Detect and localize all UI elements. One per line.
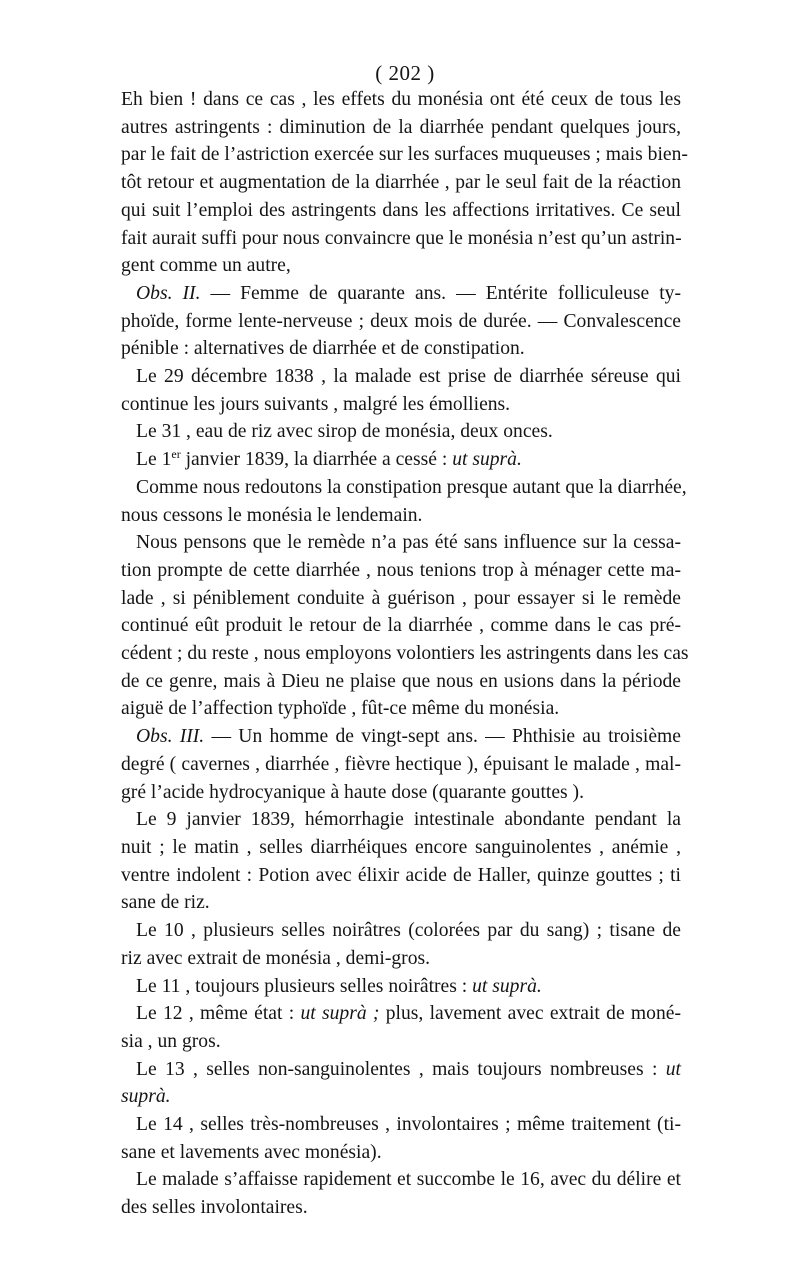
text-line — [121, 225, 681, 253]
text-line — [121, 86, 681, 114]
text-segment: autres astringents : diminution de la diarrhée pendant quelques jours, — [121, 116, 681, 138]
text-line — [121, 169, 681, 197]
text-line — [121, 668, 681, 696]
text-segment: gent comme un autre, — [121, 255, 291, 277]
text-segment: Comme nous redoutons la constipation presque autant que la diarrhée, — [136, 476, 687, 498]
text-segment: sane de riz. — [121, 892, 210, 914]
text-line — [121, 1056, 681, 1084]
text-segment: lade , si péniblement conduite à guérison , pour essayer si le remède — [121, 587, 681, 609]
text-line — [121, 308, 681, 336]
text-segment: Le 12 , même état : — [136, 1003, 301, 1025]
text-line — [121, 612, 681, 640]
italic-text: ut — [665, 1058, 681, 1080]
text-segment: pénible : alternatives de diarrhée et de constipation. — [121, 338, 525, 360]
text-line — [121, 1111, 681, 1139]
text-line — [121, 252, 681, 280]
text-segment: Le 13 , selles non-sanguinolentes , mais toujours nombreuses : — [136, 1058, 666, 1080]
italic-text: ut suprà. — [472, 975, 542, 997]
text-segment: tion prompte de cette diarrhée , nous tenions trop à ménager cette ma- — [121, 559, 681, 581]
text-line — [121, 640, 689, 668]
text-segment: de ce genre, mais à Dieu ne plaise que nous en usions dans la période — [121, 670, 681, 692]
text-segment: cédent ; du reste , nous employons volontiers les astringents dans les cas — [121, 643, 689, 665]
text-line — [121, 114, 681, 142]
text-line — [121, 391, 681, 419]
italic-text: suprà. — [121, 1086, 171, 1108]
text-line — [121, 945, 681, 973]
text-segment: continue les jours suivants , malgré les émolliens. — [121, 393, 511, 415]
superscript: er — [171, 447, 181, 462]
text-segment: Le 9 janvier 1839, hémorrhagie intestinale abondante pendant la — [136, 809, 681, 831]
text-line — [121, 585, 681, 613]
text-segment: Le malade s’affaisse rapidement et succombe le 16, avec du délire et — [136, 1169, 681, 1191]
text-line — [121, 197, 681, 225]
text-line — [121, 779, 681, 807]
text-segment: Le 1 — [136, 449, 172, 471]
text-line — [121, 363, 681, 391]
text-segment: nuit ; le matin , selles diarrhéiques encore sanguinolentes , anémie , — [121, 836, 681, 858]
text-segment: Le 10 , plusieurs selles noirâtres (colorées par du sang) ; tisane de — [136, 920, 681, 942]
text-segment: riz avec extrait de monésia , demi-gros. — [121, 947, 431, 969]
text-segment: — Femme de quarante ans. — Entérite folliculeuse ty- — [200, 282, 681, 304]
text-line — [121, 1194, 681, 1222]
text-line — [121, 1083, 681, 1111]
text-segment: Le 31 , eau de riz avec sirop de monésia, deux onces. — [136, 421, 553, 443]
text-segment: aiguë de l’affection typhoïde , fût-ce même du monésia. — [121, 698, 560, 720]
text-segment: Le 11 , toujours plusieurs selles noirâtres : — [136, 975, 473, 997]
text-line — [121, 889, 681, 917]
text-line — [121, 141, 688, 169]
text-line — [121, 1028, 681, 1056]
text-line — [121, 917, 681, 945]
text-segment: gré l’acide hydrocyanique à haute dose (quarante gouttes ). — [121, 781, 584, 803]
text-line — [121, 335, 681, 363]
text-segment: Eh bien ! dans ce cas , les effets du monésia ont été ceux de tous les — [121, 89, 681, 110]
text-segment: Le 29 décembre 1838 , la malade est prise de diarrhée séreuse qui — [136, 366, 681, 388]
text-line — [121, 862, 681, 890]
text-segment: ventre indolent : Potion avec élixir acide de Haller, quinze gouttes ; ti — [121, 864, 681, 886]
text-segment: plus, lavement avec extrait de moné- — [379, 1003, 681, 1025]
text-segment: — Un homme de vingt-sept ans. — Phthisie au troisième — [204, 726, 681, 748]
italic-text: Obs. III. — [136, 726, 205, 748]
text-line — [121, 446, 681, 474]
text-line — [121, 695, 681, 723]
italic-text: ut suprà. — [452, 449, 522, 471]
text-line — [121, 557, 681, 585]
text-line — [121, 751, 681, 779]
text-segment: nous cessons le monésia le lendemain. — [121, 504, 423, 526]
text-line — [121, 1166, 681, 1194]
text-line — [121, 834, 681, 862]
text-segment: Le 14 , selles très-nombreuses , involontaires ; même traitement (ti- — [136, 1114, 681, 1136]
book-page — [121, 58, 689, 1222]
text-segment: degré ( cavernes , diarrhée , fièvre hectique ), épuisant le malade , mal- — [121, 753, 681, 775]
text-line — [121, 502, 681, 530]
body-text — [121, 86, 689, 1222]
text-segment: fait aurait suffi pour nous convaincre que le monésia n’est qu’un astrin- — [121, 227, 682, 249]
page-number: ( 202 ) — [375, 61, 435, 85]
text-line — [121, 806, 681, 834]
text-segment: des selles involontaires. — [121, 1197, 308, 1219]
text-segment: sia , un gros. — [121, 1030, 221, 1052]
text-line — [121, 474, 687, 502]
text-segment: Nous pensons que le remède n’a pas été sans influence sur la cessa- — [136, 532, 681, 554]
text-segment: phoïde, forme lente-nerveuse ; deux mois de durée. — Convalescence — [121, 310, 681, 332]
text-line — [121, 418, 681, 446]
text-segment: continué eût produit le retour de la diarrhée , comme dans le cas pré- — [121, 615, 681, 637]
text-line — [121, 723, 681, 751]
text-line — [121, 1139, 681, 1167]
text-segment: par le fait de l’astriction exercée sur les surfaces muqueuses ; mais bien- — [121, 144, 688, 166]
text-segment: sane et lavements avec monésia). — [121, 1141, 382, 1163]
text-segment: janvier 1839, la diarrhée a cessé : — [180, 449, 453, 471]
text-line — [121, 280, 681, 308]
italic-text: Obs. II. — [136, 282, 201, 304]
text-line — [121, 973, 681, 1001]
italic-text: ut suprà ; — [300, 1003, 380, 1025]
text-segment: tôt retour et augmentation de la diarrhée , par le seul fait de la réaction — [121, 172, 681, 194]
text-line — [121, 529, 681, 557]
text-line — [121, 1000, 681, 1028]
text-segment: qui suit l’emploi des astringents dans les affections irritatives. Ce seul — [121, 199, 681, 221]
